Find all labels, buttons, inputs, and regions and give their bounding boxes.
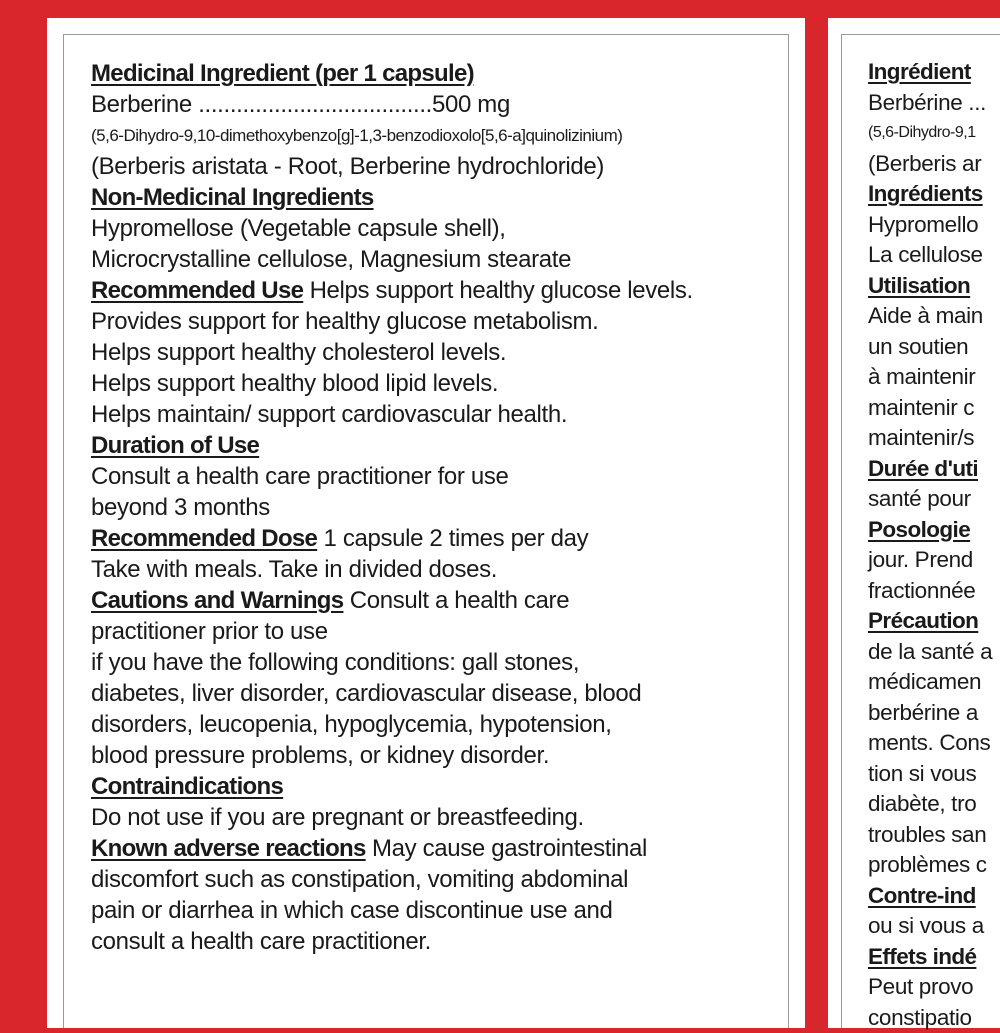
recommended-use-first: Helps support healthy glucose levels. xyxy=(303,277,693,304)
french-heading: Ingrédient xyxy=(868,57,1000,88)
french-line: un soutien xyxy=(868,332,1000,363)
recommended-use-line: Helps support healthy blood lipid levels. xyxy=(91,368,791,399)
contraindications-line: Do not use if you are pregnant or breastfeeding. xyxy=(91,802,791,833)
french-line: Berbérine ... xyxy=(868,88,1000,119)
french-heading: Posologie xyxy=(868,515,1000,546)
french-line: ou si vous a xyxy=(868,911,1000,942)
french-line: troubles san xyxy=(868,820,1000,851)
cautions-line: if you have the following conditions: gall stones, xyxy=(91,647,791,678)
french-line: tion si vous xyxy=(868,759,1000,790)
dose-line: Take with meals. Take in divided doses. xyxy=(91,554,791,585)
dose-heading: Recommended Dose xyxy=(91,525,317,552)
duration-line: beyond 3 months xyxy=(91,492,791,523)
french-line: ments. Cons xyxy=(868,728,1000,759)
adverse-first: May cause gastrointestinal xyxy=(366,835,647,862)
english-label-text xyxy=(91,58,791,957)
french-line: (Berberis ar xyxy=(868,149,1000,180)
berberine-amount: Berberine .....................................500 mg xyxy=(91,89,791,120)
adverse-line xyxy=(91,833,791,864)
french-line: La cellulose xyxy=(868,240,1000,271)
french-line: Peut provo xyxy=(868,972,1000,1003)
adverse-heading: Known adverse reactions xyxy=(91,835,366,862)
french-heading: Effets indé xyxy=(868,942,1000,973)
french-line: jour. Prend xyxy=(868,545,1000,576)
recommended-use-line: Provides support for healthy glucose metabolism. xyxy=(91,306,791,337)
cautions-heading: Cautions and Warnings xyxy=(91,587,343,614)
cautions-line: disorders, leucopenia, hypoglycemia, hypotension, xyxy=(91,709,791,740)
medicinal-ingredient-heading: Medicinal Ingredient (per 1 capsule) xyxy=(91,58,791,89)
adverse-line: pain or diarrhea in which case discontinue use and xyxy=(91,895,791,926)
cautions-line: diabetes, liver disorder, cardiovascular disease, blood xyxy=(91,678,791,709)
french-line: diabète, tro xyxy=(868,789,1000,820)
dose-line xyxy=(91,523,791,554)
non-medicinal-line: Hypromellose (Vegetable capsule shell), xyxy=(91,213,791,244)
french-line: maintenir/s xyxy=(868,423,1000,454)
contraindications-heading: Contraindications xyxy=(91,771,791,802)
french-label-panel xyxy=(828,18,1000,1028)
french-line: à maintenir xyxy=(868,362,1000,393)
dose-first: 1 capsule 2 times per day xyxy=(317,525,588,552)
french-line: Hypromello xyxy=(868,210,1000,241)
french-heading: Utilisation xyxy=(868,271,1000,302)
duration-line: Consult a health care practitioner for use xyxy=(91,461,791,492)
adverse-line: discomfort such as constipation, vomiting abdominal xyxy=(91,864,791,895)
non-medicinal-line: Microcrystalline cellulose, Magnesium stearate xyxy=(91,244,791,275)
french-heading: Précaution xyxy=(868,606,1000,637)
recommended-use-line: Helps support healthy cholesterol levels. xyxy=(91,337,791,368)
berberine-chemical-name: (5,6-Dihydro-9,10-dimethoxybenzo[g]-1,3-benzodioxolo[5,6-a]quinolizinium) xyxy=(91,120,791,151)
french-label-text xyxy=(868,57,1000,1033)
cautions-first: Consult a health care xyxy=(343,587,569,614)
french-line: maintenir c xyxy=(868,393,1000,424)
non-medicinal-heading: Non-Medicinal Ingredients xyxy=(91,182,791,213)
french-line: problèmes c xyxy=(868,850,1000,881)
french-line: santé pour xyxy=(868,484,1000,515)
recommended-use-line xyxy=(91,275,791,306)
french-line: (5,6-Dihydro-9,1 xyxy=(868,118,1000,149)
french-line: Aide à main xyxy=(868,301,1000,332)
recommended-use-heading: Recommended Use xyxy=(91,277,303,304)
cautions-line: blood pressure problems, or kidney disorder. xyxy=(91,740,791,771)
french-line: constipatio xyxy=(868,1003,1000,1033)
berberine-source: (Berberis aristata - Root, Berberine hydrochloride) xyxy=(91,151,791,182)
adverse-line: consult a health care practitioner. xyxy=(91,926,791,957)
french-line: de la santé a xyxy=(868,637,1000,668)
french-line: berbérine a xyxy=(868,698,1000,729)
english-label-panel xyxy=(47,18,805,1028)
cautions-line xyxy=(91,585,791,616)
french-heading: Durée d'uti xyxy=(868,454,1000,485)
french-line: fractionnée xyxy=(868,576,1000,607)
french-heading: Ingrédients xyxy=(868,179,1000,210)
french-heading: Contre-ind xyxy=(868,881,1000,912)
duration-heading: Duration of Use xyxy=(91,430,791,461)
cautions-line: practitioner prior to use xyxy=(91,616,791,647)
french-line: médicamen xyxy=(868,667,1000,698)
recommended-use-line: Helps maintain/ support cardiovascular health. xyxy=(91,399,791,430)
